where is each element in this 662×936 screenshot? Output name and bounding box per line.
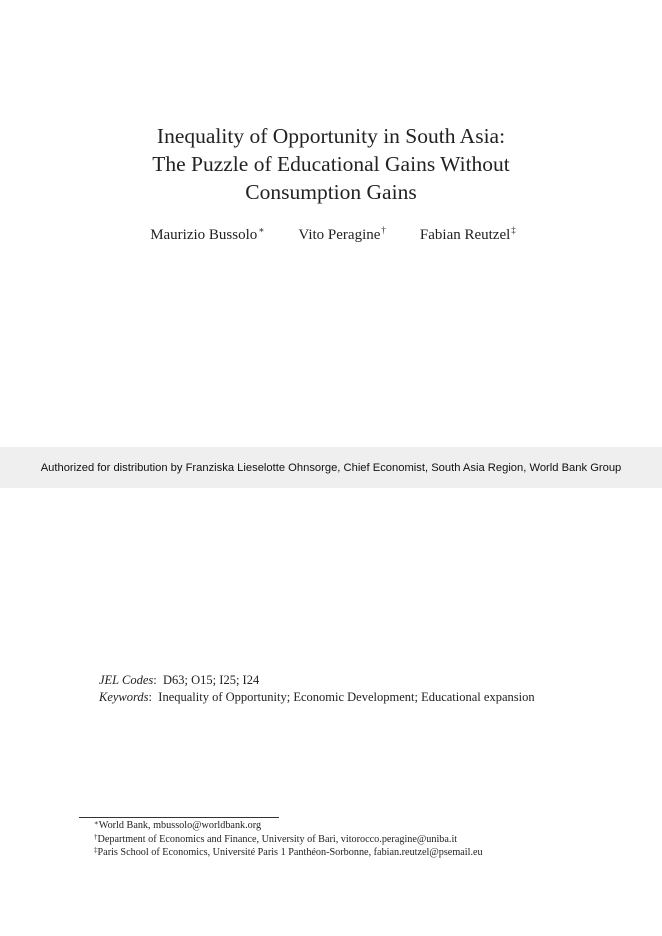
paper-title bbox=[0, 122, 662, 206]
author-mark: ∗ bbox=[258, 225, 265, 235]
footnote-text: Paris School of Economics, Université Paris 1 Panthéon-Sorbonne, fabian.reutzel@psemail.eu bbox=[97, 847, 483, 858]
distribution-banner bbox=[0, 447, 662, 488]
author-mark: † bbox=[381, 225, 386, 235]
footnote-mark: ‡ bbox=[94, 846, 98, 854]
footnote-mark: † bbox=[94, 832, 98, 841]
footnote bbox=[94, 819, 483, 833]
paper-metadata bbox=[99, 672, 535, 706]
author bbox=[420, 225, 516, 244]
title-line-2: The Puzzle of Educational Gains Without bbox=[152, 152, 510, 176]
author bbox=[150, 225, 264, 244]
jel-value: D63; O15; I25; I24 bbox=[163, 673, 260, 687]
distribution-text: Authorized for distribution by Franziska Lieselotte Ohnsorge, Chief Economist, South Asia Region, World Bank Group bbox=[40, 461, 622, 474]
footnote-rule bbox=[79, 817, 279, 818]
author-name: Maurizio Bussolo bbox=[150, 227, 258, 243]
author-name: Fabian Reutzel bbox=[419, 227, 511, 243]
keywords: Keywords: Inequality of Opportunity; Economic Development; Educational expansion bbox=[99, 690, 535, 704]
author-list bbox=[0, 225, 662, 244]
footnote-text: Department of Economics and Finance, University of Bari, vitorocco.peragine@uniba.it bbox=[97, 833, 458, 845]
author-name: Vito Peragine bbox=[298, 227, 381, 243]
footnote bbox=[94, 833, 483, 847]
author bbox=[298, 225, 386, 244]
title-line-1: Inequality of Opportunity in South Asia: bbox=[156, 124, 506, 148]
jel-codes: JEL Codes: D63; O15; I25; I24 bbox=[99, 673, 260, 687]
keywords-label: Keywords bbox=[99, 690, 149, 704]
footnote-mark: ∗ bbox=[94, 819, 99, 827]
footnote bbox=[94, 846, 483, 860]
author-mark: ‡ bbox=[511, 225, 516, 235]
jel-label: JEL Codes bbox=[99, 673, 154, 687]
footnotes bbox=[94, 819, 483, 860]
title-line-3: Consumption Gains bbox=[245, 180, 417, 204]
footnote-text: World Bank, mbussolo@worldbank.org bbox=[98, 820, 262, 831]
keywords-value: Inequality of Opportunity; Economic Development; Educational expansion bbox=[158, 690, 535, 704]
